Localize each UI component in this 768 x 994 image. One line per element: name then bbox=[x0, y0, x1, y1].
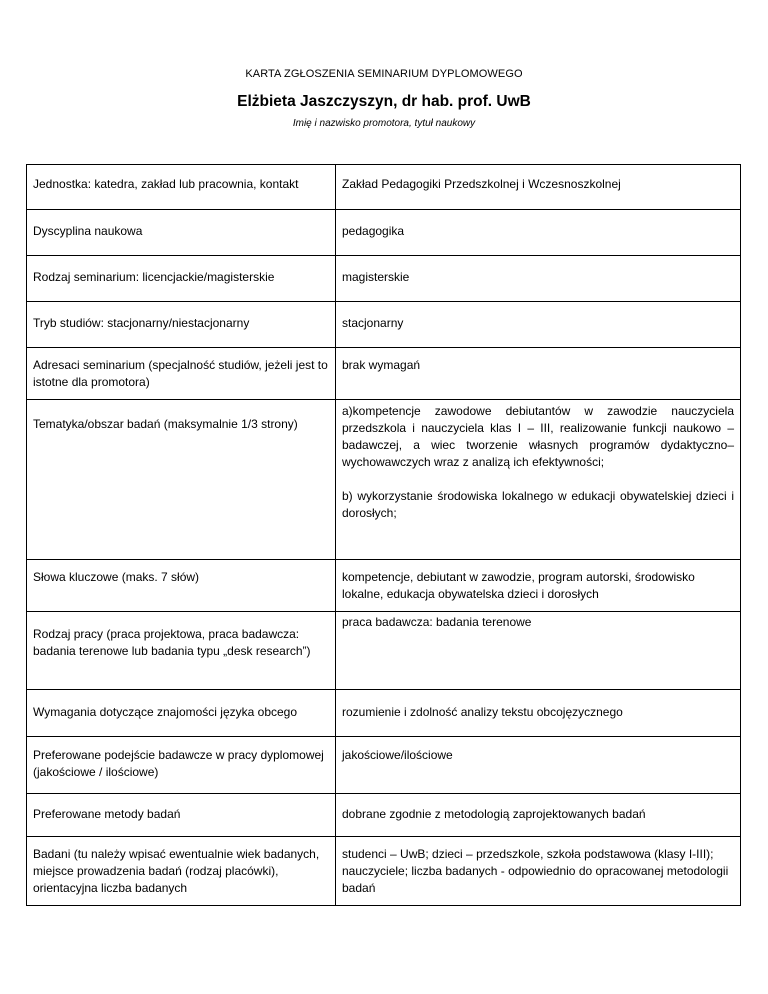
row-label: Rodzaj pracy (praca projektowa, praca badawcza: badania terenowe lub badania typu „desk research”) bbox=[27, 612, 336, 690]
row-value: Zakład Pedagogiki Przedszkolnej i Wczesnoszkolnej bbox=[336, 165, 741, 210]
table-row bbox=[27, 302, 741, 348]
row-value: magisterskie bbox=[336, 256, 741, 302]
form-title: KARTA ZGŁOSZENIA SEMINARIUM DYPLOMOWEGO bbox=[245, 68, 523, 80]
table-row bbox=[27, 612, 741, 690]
seminar-form-table bbox=[26, 164, 741, 906]
table-row bbox=[27, 794, 741, 837]
row-value: kompetencje, debiutant w zawodzie, program autorski, środowisko lokalne, edukacja obywatelska dzieci i dorosłych bbox=[336, 560, 741, 612]
table-row bbox=[27, 737, 741, 794]
research-topic-b: b) wykorzystanie środowiska lokalnego w edukacji obywatelskiej dzieci i dorosłych; bbox=[342, 489, 734, 520]
research-topic-a: a)kompetencje zawodowe debiutantów w zawodzie nauczyciela przedszkola i nauczyciela klas I – III, realizowanie funkcji naukowo – badawczej, a wiec tworzenie własnych programów dydaktyczno–wychowawczych wraz z analizą ich efektywności; bbox=[342, 404, 734, 469]
row-value bbox=[336, 400, 741, 560]
row-value: dobrane zgodnie z metodologią zaprojektowanych badań bbox=[336, 794, 741, 837]
row-label: Adresaci seminarium (specjalność studiów, jeżeli jest to istotne dla promotora) bbox=[27, 348, 336, 400]
row-label: Wymagania dotyczące znajomości języka obcego bbox=[27, 690, 336, 737]
promoter-caption: Imię i nazwisko promotora, tytuł naukowy bbox=[292, 118, 476, 129]
row-label: Tematyka/obszar badań (maksymalnie 1/3 strony) bbox=[27, 400, 336, 560]
row-value: brak wymagań bbox=[336, 348, 741, 400]
table-row bbox=[27, 165, 741, 210]
table-row bbox=[27, 690, 741, 737]
table-row bbox=[27, 837, 741, 906]
row-value: praca badawcza: badania terenowe bbox=[336, 612, 741, 690]
row-value: pedagogika bbox=[336, 210, 741, 256]
row-label: Tryb studiów: stacjonarny/niestacjonarny bbox=[27, 302, 336, 348]
row-label: Słowa kluczowe (maks. 7 słów) bbox=[27, 560, 336, 612]
table-row bbox=[27, 256, 741, 302]
table-row bbox=[27, 560, 741, 612]
row-label: Dyscyplina naukowa bbox=[27, 210, 336, 256]
promoter-name: Elżbieta Jaszczyszyn, dr hab. prof. UwB bbox=[237, 93, 531, 110]
row-label: Badani (tu należy wpisać ewentualnie wiek badanych, miejsce prowadzenia badań (rodzaj placówki), orientacyjna liczba badanych bbox=[27, 837, 336, 906]
table-row bbox=[27, 348, 741, 400]
row-value: jakościowe/ilościowe bbox=[336, 737, 741, 794]
row-value: studenci – UwB; dzieci – przedszkole, szkoła podstawowa (klasy I-III); nauczyciele; liczba badanych - odpowiednio do opracowanej metodologii badań bbox=[336, 837, 741, 906]
row-label: Jednostka: katedra, zakład lub pracownia, kontakt bbox=[27, 165, 336, 210]
row-label: Preferowane podejście badawcze w pracy dyplomowej (jakościowe / ilościowe) bbox=[27, 737, 336, 794]
table-row bbox=[27, 400, 741, 560]
row-label: Preferowane metody badań bbox=[27, 794, 336, 837]
table-row bbox=[27, 210, 741, 256]
row-value: stacjonarny bbox=[336, 302, 741, 348]
row-label: Rodzaj seminarium: licencjackie/magisterskie bbox=[27, 256, 336, 302]
row-value: rozumienie i zdolność analizy tekstu obcojęzycznego bbox=[336, 690, 741, 737]
